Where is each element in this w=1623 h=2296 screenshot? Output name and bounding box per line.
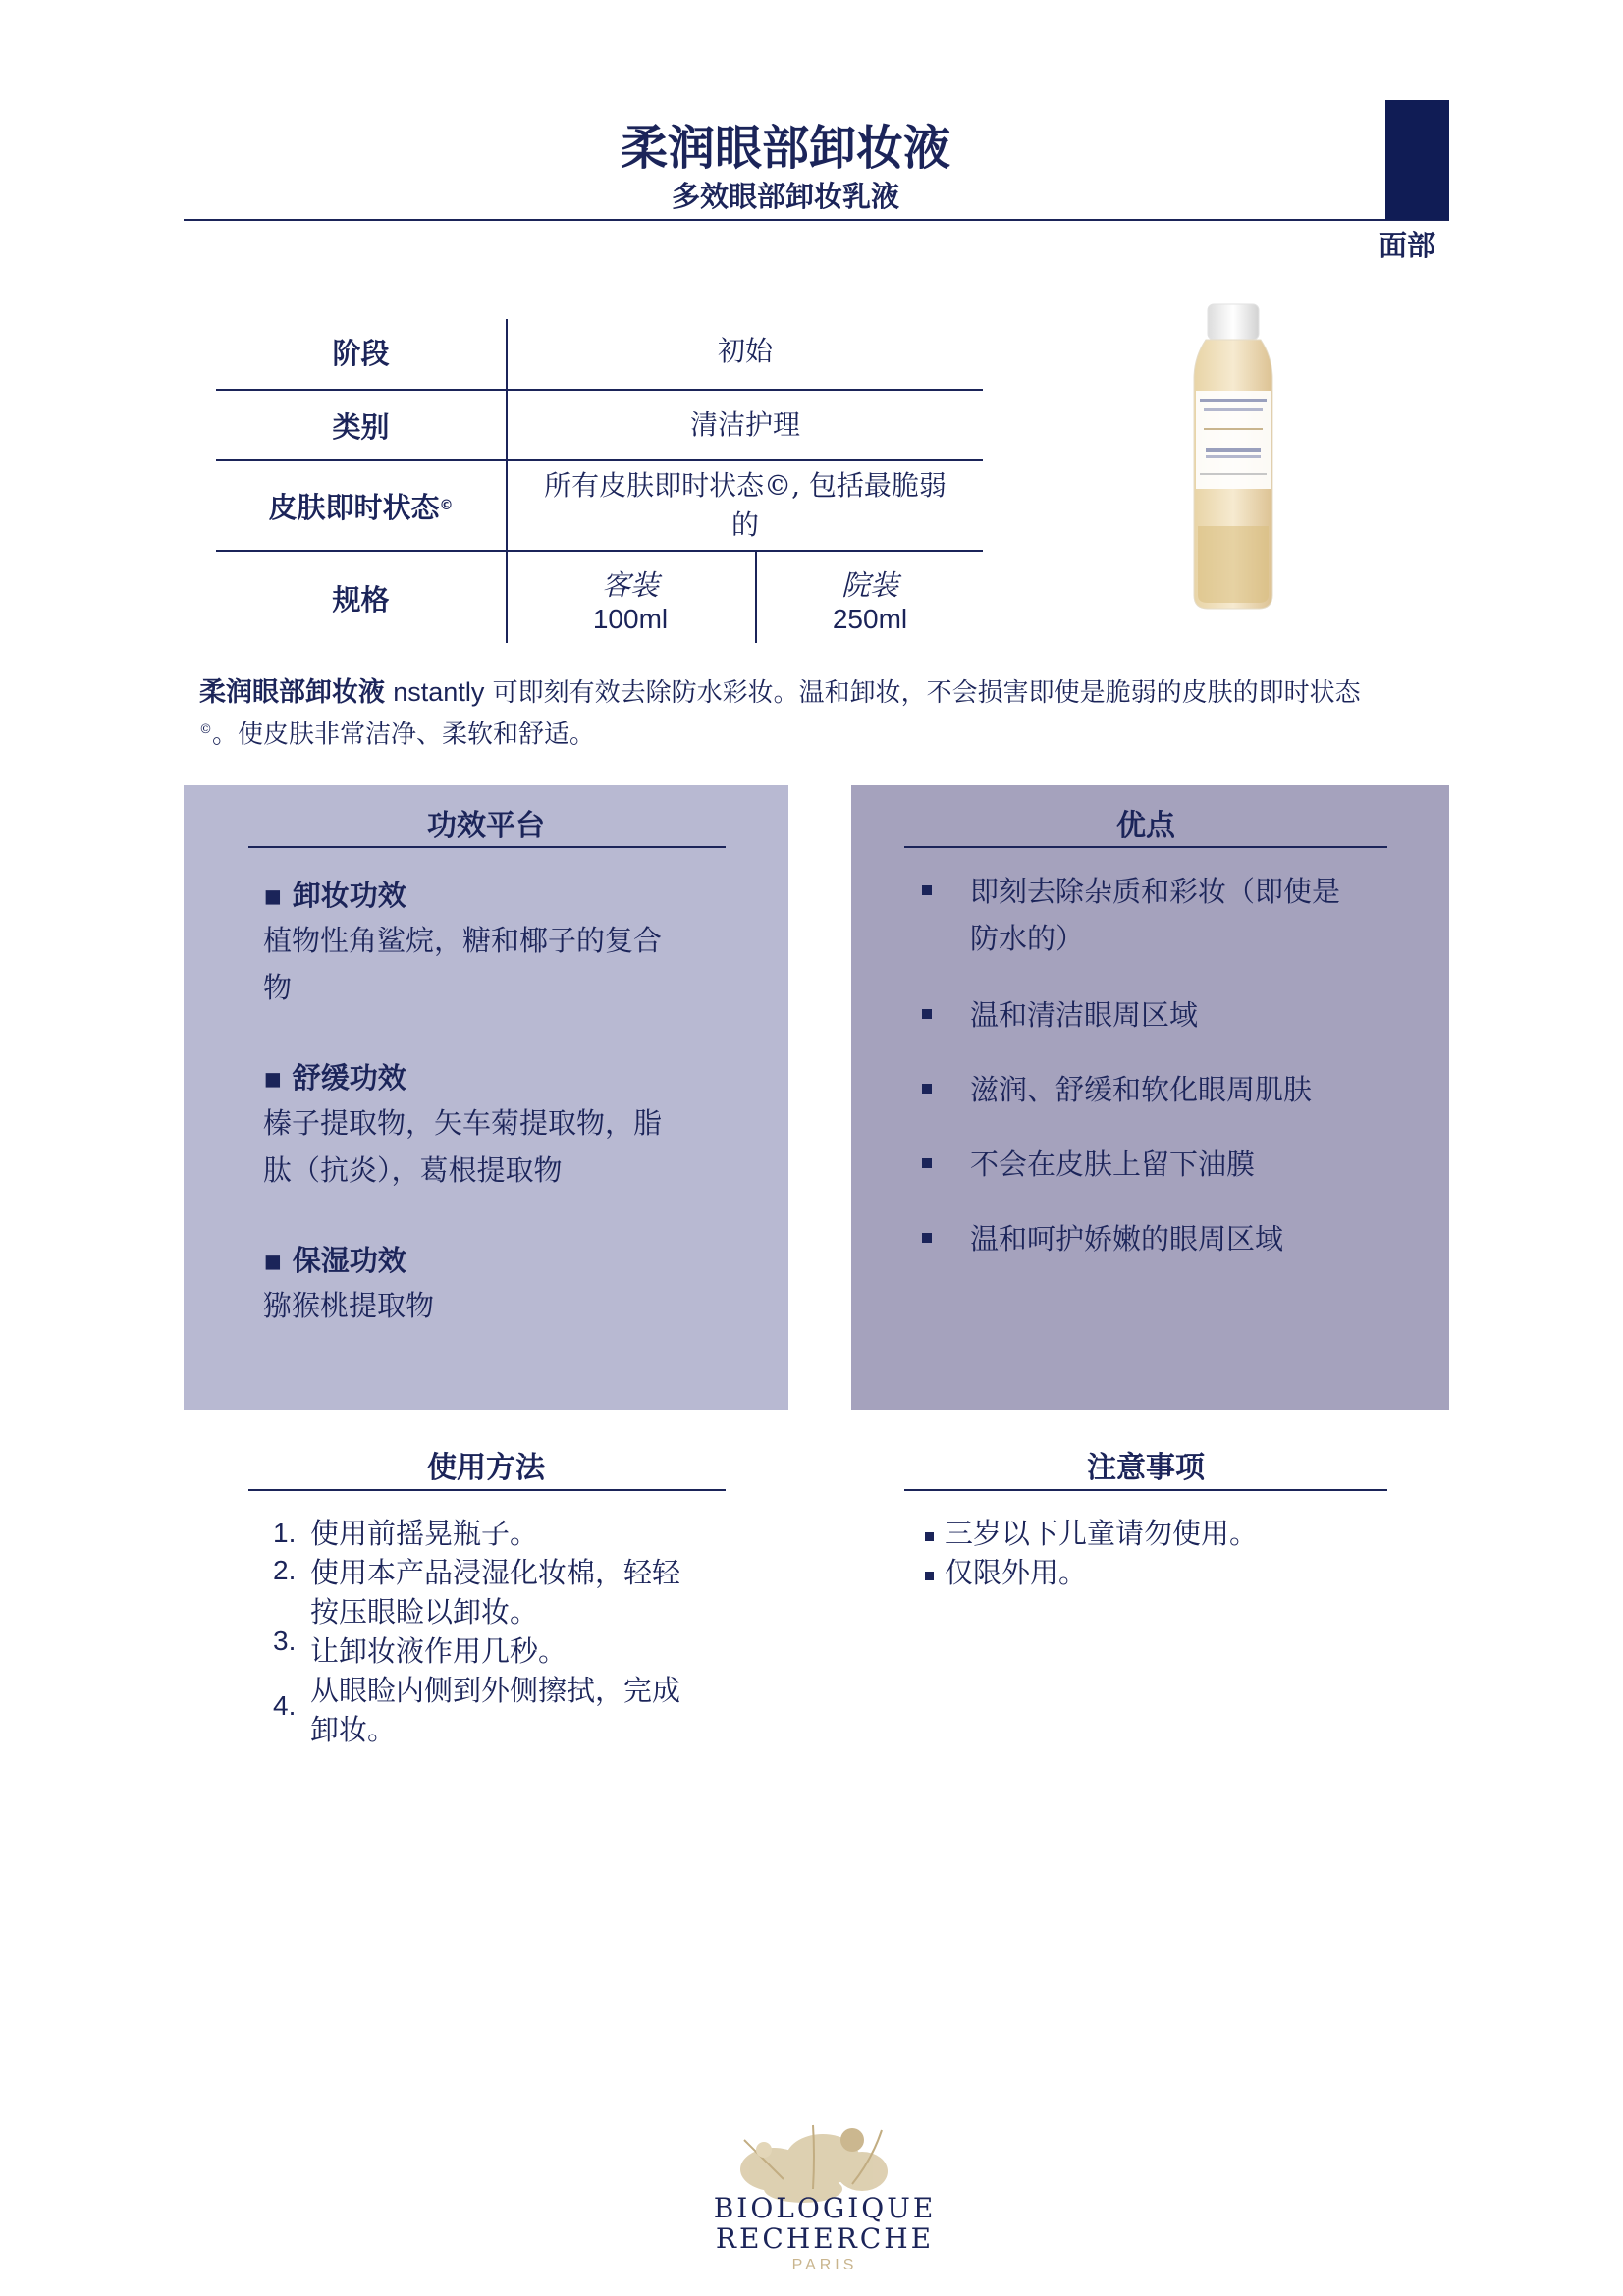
- step-number: 2.: [273, 1555, 297, 1585]
- step-text-line: 使用本产品浸湿化妆棉，轻轻: [310, 1556, 681, 1589]
- copyright-mark: ©: [199, 722, 212, 737]
- description-latin-word: nstantly: [393, 677, 485, 707]
- efficacy-text-line: 肽（抗炎），葛根提取物: [263, 1153, 563, 1187]
- cautions-title: 注意事项: [1087, 1451, 1205, 1485]
- description-product-name: 柔润眼部卸妆液: [199, 677, 385, 708]
- format-professional: [757, 558, 983, 640]
- efficacy-heading: ▪ 保湿功效: [263, 1244, 406, 1277]
- table-label-stage: 阶段: [332, 336, 390, 370]
- section-label: 面部: [1378, 229, 1435, 262]
- format-retail: [508, 558, 753, 640]
- efficacy-text-line: 植物性角鲨烷，糖和椰子的复合: [263, 924, 663, 957]
- caution-item: 仅限外用。: [945, 1556, 1088, 1589]
- efficacy-heading: ▪ 舒缓功效: [263, 1061, 406, 1095]
- step-text-line: 从眼睑内侧到外侧擦拭，完成: [310, 1674, 681, 1707]
- description-text-line1: 可即刻有效去除防水彩妆。温和卸妆，不会损害即使是脆弱的皮肤的即时状态: [492, 678, 1361, 708]
- bullet-icon: [922, 1158, 932, 1168]
- skin-state-value-line1: 所有皮肤即时状态©, 包括最脆弱: [544, 469, 947, 502]
- retail-size: 100ml: [592, 603, 669, 634]
- advantage-text-line: 温和清洁眼周区域: [970, 998, 1199, 1032]
- cautions-title-rule: [904, 1489, 1387, 1491]
- step-text-line: 让卸妆液作用几秒。: [310, 1634, 568, 1668]
- product-description: [199, 673, 1438, 754]
- table-value-skin-state: [508, 461, 983, 550]
- advantage-text-line: 防水的）: [970, 922, 1085, 955]
- step-number: 4.: [273, 1690, 297, 1721]
- pro-size: 250ml: [832, 603, 908, 634]
- brand-logo-city: PARIS: [791, 2257, 858, 2273]
- bullet-icon: [922, 1084, 932, 1094]
- efficacy-text-line: 榛子提取物，矢车菊提取物，脂: [263, 1106, 663, 1140]
- efficacy-text-line: 物: [263, 971, 293, 1004]
- table-value-category: 清洁护理: [689, 408, 800, 441]
- bullet-icon: [922, 885, 932, 895]
- advantage-text-line: 温和呵护娇嫩的眼周区域: [970, 1222, 1284, 1255]
- product-bottle-image: [1184, 300, 1282, 614]
- advantages-title: 优点: [1116, 809, 1175, 843]
- caution-item: 三岁以下儿童请勿使用。: [945, 1517, 1259, 1550]
- table-label-skin-state: [216, 461, 506, 550]
- bullet-icon: [922, 1009, 932, 1019]
- brand-logo-text: BIOLOGIQUE: [713, 2192, 937, 2224]
- efficacy-title-rule: [248, 846, 726, 848]
- table-value-stage: 初始: [717, 335, 773, 367]
- bullet-icon: [925, 1572, 934, 1580]
- brand-logo-text: RECHERCHE: [715, 2222, 935, 2255]
- table-vertical-divider: [755, 552, 757, 643]
- table-label-category: 类别: [332, 409, 390, 444]
- step-number: 1.: [273, 1518, 297, 1548]
- pro-label: 院装: [840, 567, 898, 602]
- step-number: 3.: [273, 1626, 297, 1656]
- advantage-text-line: 不会在皮肤上留下油膜: [970, 1148, 1256, 1181]
- advantage-text-line: 即刻去除杂质和彩妆（即使是: [970, 875, 1341, 908]
- skin-state-value-line2: 的: [730, 508, 759, 541]
- table-vertical-divider: [506, 319, 508, 643]
- copyright-mark: ©: [439, 498, 454, 513]
- corner-tab-block: [1385, 100, 1449, 220]
- bullet-icon: [922, 1233, 932, 1243]
- skin-state-label-text: 皮肤即时状态: [268, 490, 440, 524]
- header-divider: [184, 219, 1449, 221]
- description-text-line2: 。使皮肤非常洁净、柔软和舒适。: [212, 720, 596, 750]
- page-title: 柔润眼部卸妆液: [620, 121, 950, 176]
- table-label-format: 规格: [332, 582, 390, 616]
- step-text-line: 卸妆。: [310, 1713, 397, 1746]
- step-text-line: 按压眼睑以卸妆。: [310, 1595, 539, 1629]
- efficacy-title: 功效平台: [427, 809, 545, 843]
- efficacy-heading: ▪ 卸妆功效: [263, 879, 406, 912]
- usage-title: 使用方法: [427, 1451, 545, 1485]
- page-subtitle: 多效眼部卸妆乳液: [671, 180, 899, 213]
- retail-label: 客装: [601, 567, 659, 602]
- advantages-title-rule: [904, 846, 1387, 848]
- efficacy-text-line: 猕猴桃提取物: [263, 1289, 435, 1322]
- step-text-line: 使用前摇晃瓶子。: [310, 1517, 539, 1550]
- usage-title-rule: [248, 1489, 726, 1491]
- advantage-text-line: 滋润、舒缓和软化眼周肌肤: [970, 1073, 1313, 1106]
- bullet-icon: [925, 1532, 934, 1541]
